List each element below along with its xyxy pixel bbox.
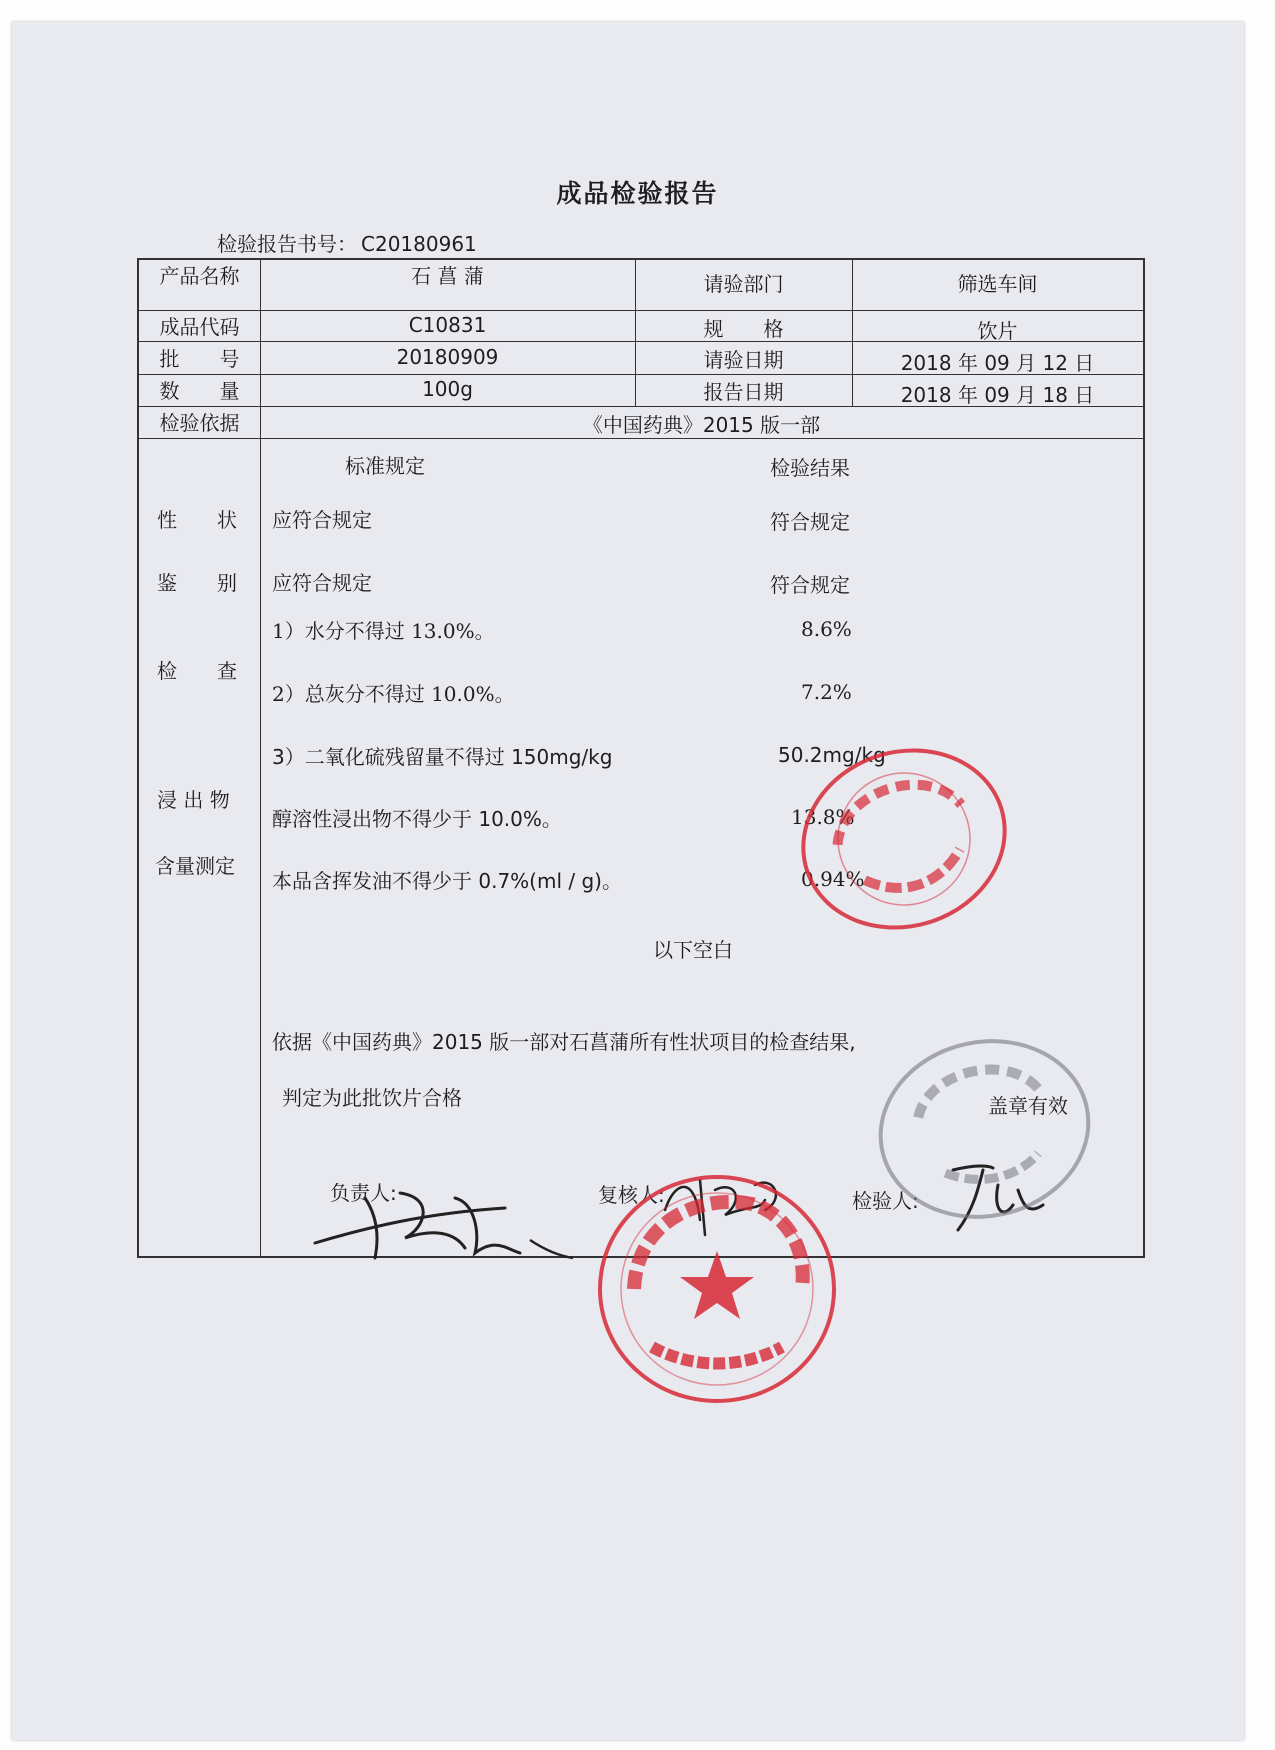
responsible-label: 负责人: xyxy=(330,1181,397,1205)
category-identification: 鉴 别 xyxy=(157,571,237,595)
conclusion-line-2: 判定为此批饮片合格 xyxy=(282,1086,462,1110)
quality-seal-red-art xyxy=(602,1179,832,1399)
label-report-date: 报告日期 xyxy=(703,380,784,404)
value-batch-no: 20180909 xyxy=(396,345,499,369)
report-number-label: 检验报告书号： xyxy=(217,232,357,256)
inspector-label: 检验人: xyxy=(852,1189,919,1213)
value-quantity: 100g xyxy=(422,377,473,401)
category-examination: 检 查 xyxy=(157,659,237,683)
label-spec: 规 格 xyxy=(703,317,784,341)
label-quantity: 数 量 xyxy=(159,379,240,403)
header-standard: 标准规定 xyxy=(345,454,425,478)
responsible-signature xyxy=(305,1158,575,1268)
standard-identification: 应符合规定 xyxy=(272,571,372,595)
value-report-date: 2018 年 09 月 18 日 xyxy=(900,383,1095,407)
report-number-line xyxy=(213,228,477,257)
label-batch-no: 批 号 xyxy=(159,347,240,371)
quality-seal-red xyxy=(598,1175,836,1403)
report-number-value: C20180961 xyxy=(361,232,477,256)
label-basis: 检验依据 xyxy=(159,411,240,435)
result-assay: 0.94% xyxy=(801,867,865,891)
value-spec: 饮片 xyxy=(977,319,1018,343)
value-department: 筛选车间 xyxy=(957,272,1038,296)
category-extract: 浸 出 物 xyxy=(157,788,230,812)
stamp-valid-note: 盖章有效 xyxy=(988,1094,1068,1118)
category-appearance: 性 状 xyxy=(157,508,237,532)
result-extract: 13.8% xyxy=(791,805,855,829)
conclusion-line-1: 依据《中国药典》2015 版一部对石菖蒲所有性状项目的检查结果, xyxy=(272,1030,856,1054)
row-divider xyxy=(139,438,1143,439)
header-result: 检验结果 xyxy=(770,456,850,480)
standard-moisture: 1）水分不得过 13.0%。 xyxy=(272,619,495,643)
standard-extract: 醇溶性浸出物不得少于 10.0%。 xyxy=(272,807,562,831)
label-department: 请验部门 xyxy=(703,272,784,296)
value-basis: 《中国药典》2015 版一部 xyxy=(582,413,821,437)
blank-note: 以下空白 xyxy=(653,938,733,962)
reviewer-label: 复核人: xyxy=(598,1183,665,1207)
result-appearance: 符合规定 xyxy=(770,510,850,534)
label-product-name: 产品名称 xyxy=(159,264,240,288)
standard-so2: 3）二氧化硫残留量不得过 150mg/kg xyxy=(272,745,613,769)
standard-total-ash: 2）总灰分不得过 10.0%。 xyxy=(272,682,515,706)
label-request-date: 请验日期 xyxy=(703,348,784,372)
row-divider xyxy=(139,310,1143,311)
result-total-ash: 7.2% xyxy=(801,680,852,704)
value-request-date: 2018 年 09 月 12 日 xyxy=(900,351,1095,375)
result-so2: 50.2mg/kg xyxy=(778,743,886,767)
standard-assay: 本品含挥发油不得少于 0.7%(ml / g)。 xyxy=(272,869,622,893)
report-title: 成品检验报告 xyxy=(556,179,719,208)
category-assay: 含量测定 xyxy=(155,854,235,878)
value-product-code: C10831 xyxy=(408,313,487,337)
value-product-name: 石 菖 蒲 xyxy=(411,264,484,288)
standard-appearance: 应符合规定 xyxy=(272,508,372,532)
result-moisture: 8.6% xyxy=(801,617,852,641)
result-identification: 符合规定 xyxy=(770,573,850,597)
label-product-code: 成品代码 xyxy=(159,315,240,339)
